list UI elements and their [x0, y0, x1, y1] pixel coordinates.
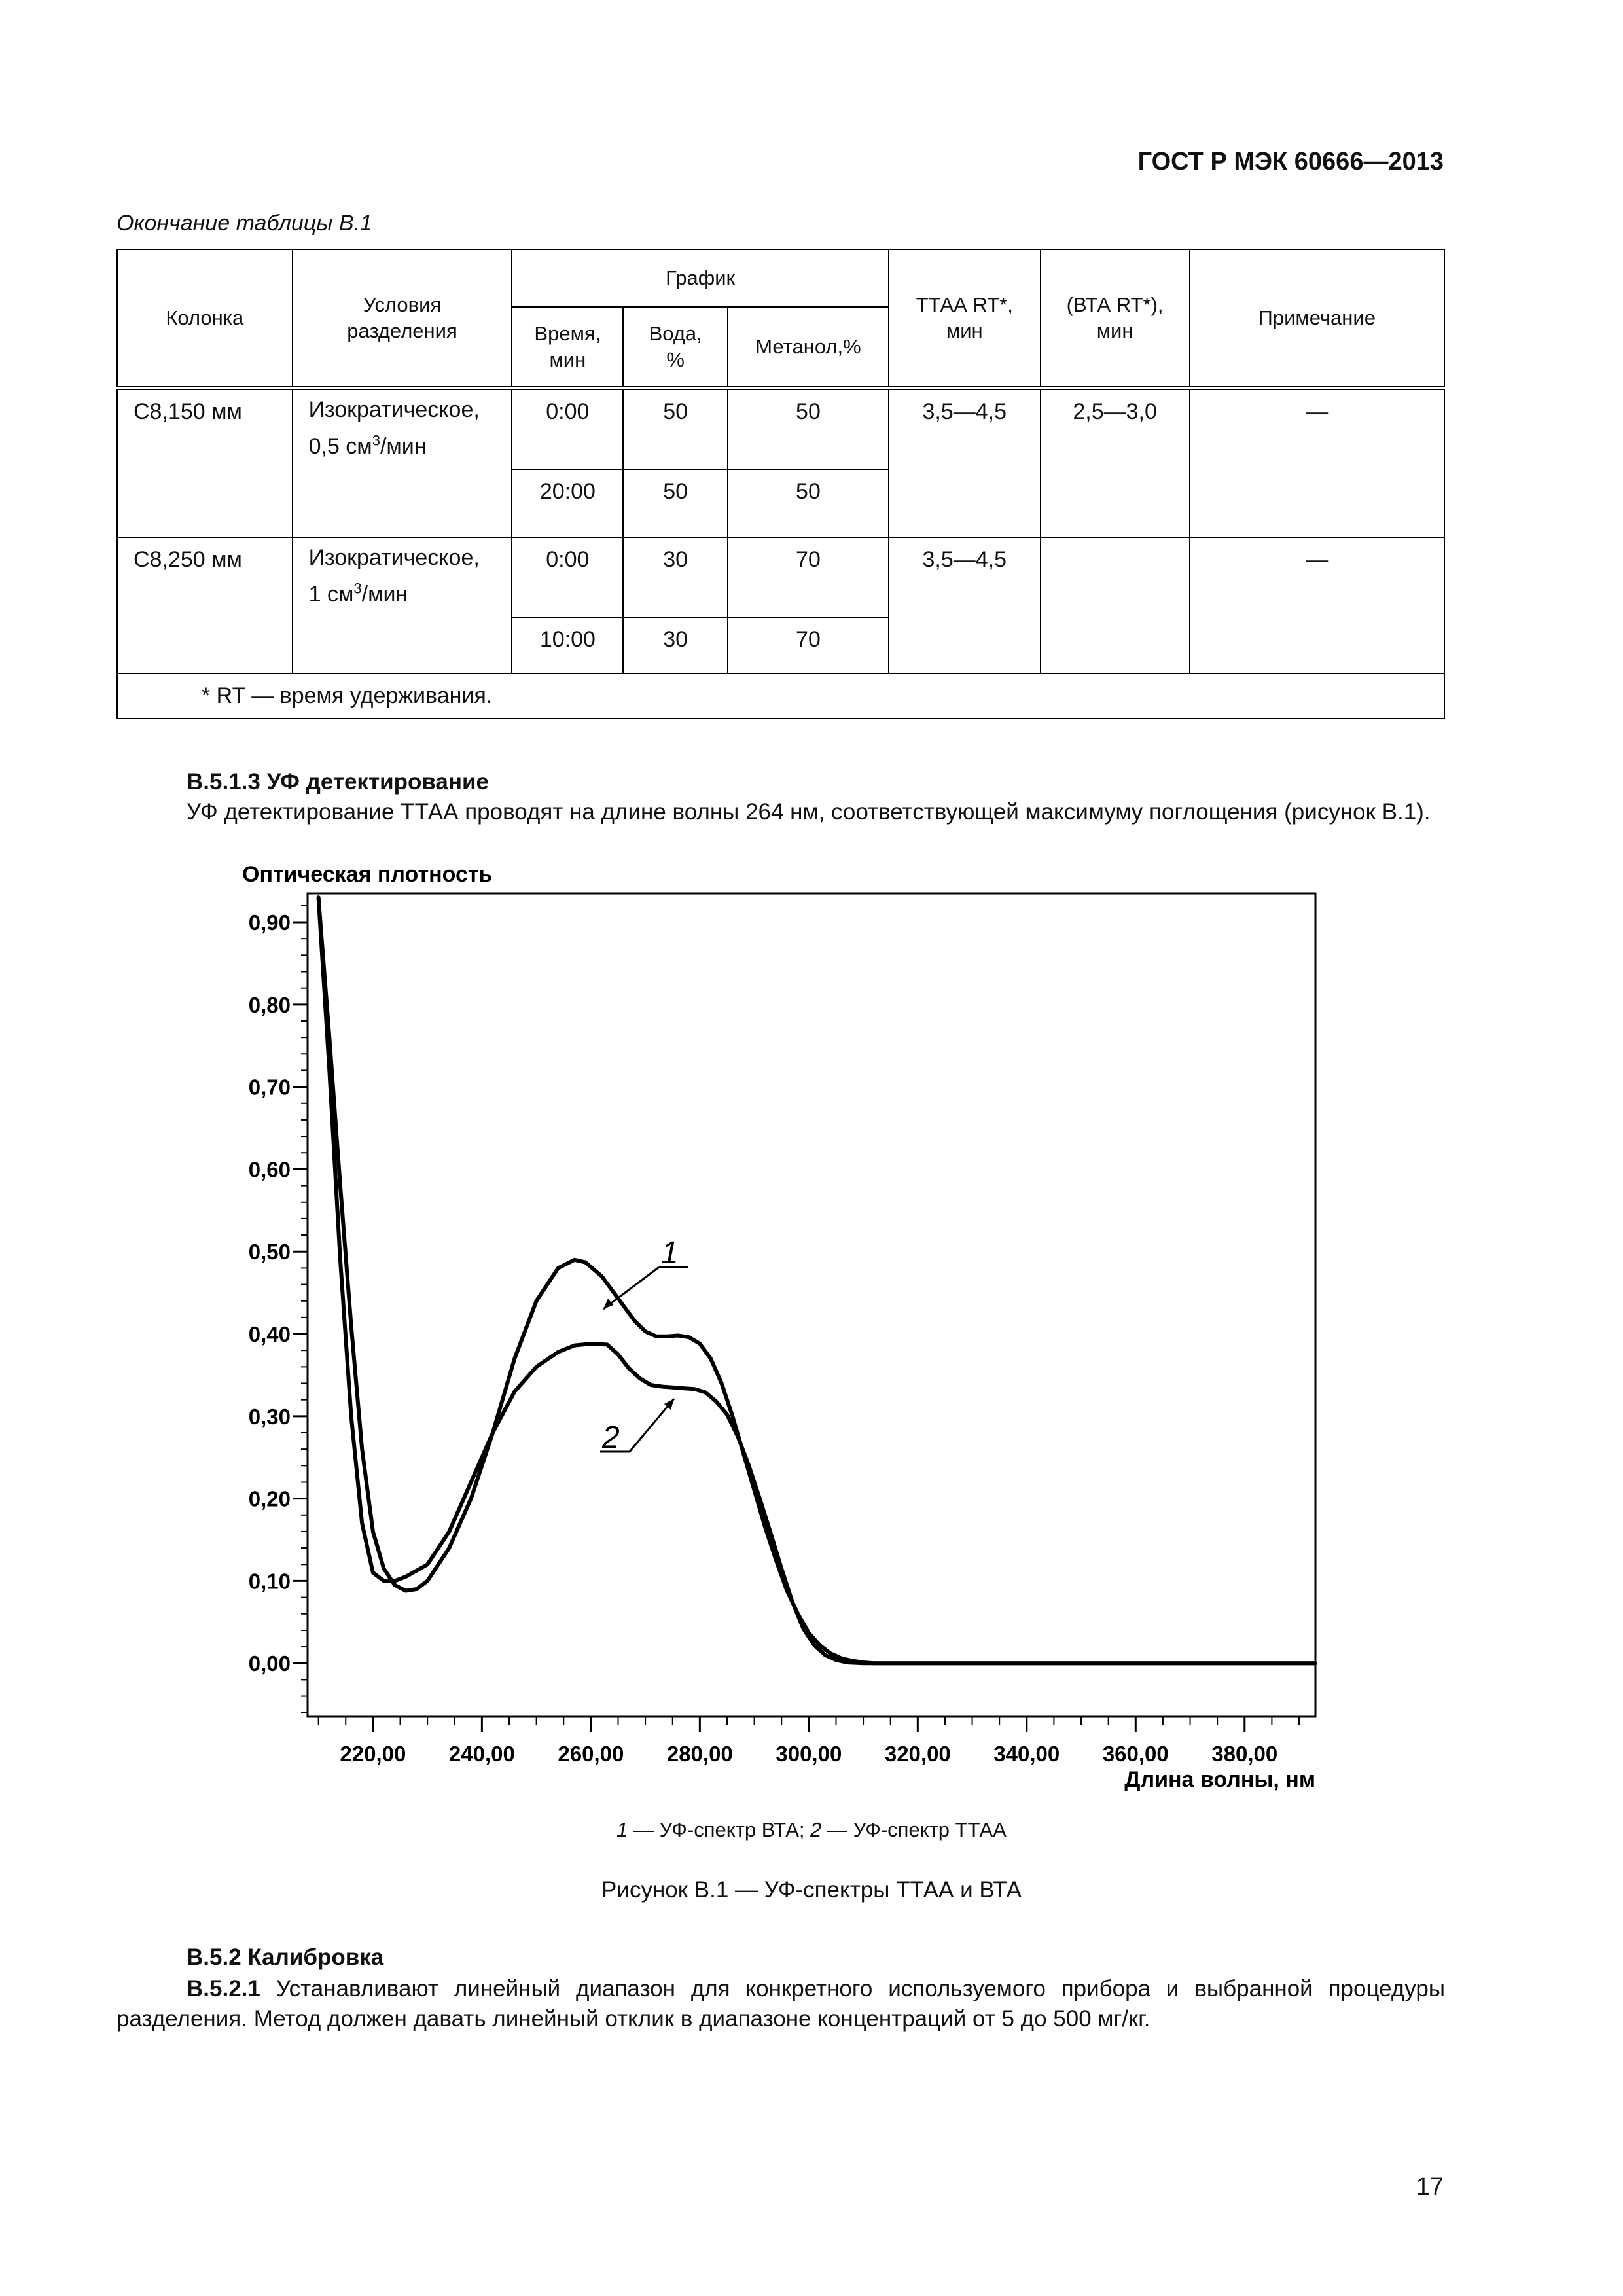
series-1-annotation: 1 [661, 1236, 679, 1270]
series-line-1 [319, 897, 1315, 1663]
cell-bta-rt [1041, 537, 1190, 673]
cell-conditions: Изократическое, 0,5 $см^3$/мин [293, 388, 512, 537]
y-tick-label: 0,40 [248, 1322, 291, 1347]
x-tick-label: 260,00 [558, 1742, 624, 1766]
header-time: Время, мин [512, 307, 623, 388]
header-ttaa-rt: ТТАА RT*, мин [889, 249, 1041, 388]
y-tick-label: 0,30 [248, 1404, 291, 1429]
plot-frame [308, 893, 1315, 1717]
cell-water: 30 [623, 617, 728, 673]
header-graph: График [512, 249, 888, 307]
header-methanol: Метанол,% [728, 307, 889, 388]
x-tick-label: 340,00 [993, 1742, 1060, 1766]
page-number: 17 [1416, 2173, 1444, 2200]
y-tick-label: 0,20 [248, 1486, 291, 1511]
y-tick-label: 0,90 [248, 910, 291, 935]
cell-column: С8,250 мм [117, 537, 293, 673]
legend-label-1: 1 [616, 1818, 628, 1841]
legend-text-2: — УФ-спектр ТТАА [821, 1818, 1007, 1841]
series-1-arrowhead [603, 1299, 613, 1309]
y-axis-ticks [249, 910, 308, 1676]
x-tick-label: 220,00 [340, 1742, 406, 1766]
y-tick-label: 0,70 [248, 1075, 291, 1100]
standard-header: ГОСТ Р МЭК 60666—2013 [1137, 148, 1444, 175]
cell-conditions: Изократическое, 1 $см^3$/мин [293, 537, 512, 673]
cell-time: 10:00 [512, 617, 623, 673]
cell-methanol: 70 [728, 537, 889, 617]
cell-ttaa-rt: 3,5—4,5 [889, 537, 1041, 673]
table-footnote-row [117, 673, 1444, 719]
y-tick-label: 0,50 [248, 1240, 291, 1265]
x-tick-label: 300,00 [776, 1742, 842, 1766]
header-conditions: Условия разделения [293, 249, 512, 388]
series-lines [319, 897, 1315, 1663]
header-water: Вода, % [623, 307, 728, 388]
cell-time: 0:00 [512, 537, 623, 617]
series-2-annotation: 2 [602, 1420, 620, 1455]
paragraph-uv-detection-text: УФ детектирование ТТАА проводят на длине волны 264 нм, соответствующей максимуму поглощения (рисунок В.1). [187, 799, 1431, 825]
cell-time: 20:00 [512, 469, 623, 537]
table-row [117, 537, 1444, 617]
chart-x-axis-label: Длина волны, нм [1124, 1767, 1315, 1792]
series-line-2 [319, 897, 1315, 1663]
y-tick-label: 0,10 [248, 1569, 291, 1594]
paragraph-calibration-text: Устанавливают линейный диапазон для конкретного используемого прибора и выбранной процедуры разделения. Метод должен давать линейный отклик в диапазоне концентраций от 5 до 500 мг/кг. [116, 1976, 1445, 2032]
table-caption: Окончание таблицы В.1 [116, 211, 372, 236]
header-note: Примечание [1190, 249, 1444, 388]
cell-note: — [1190, 388, 1444, 537]
section-heading-b513: В.5.1.3 УФ детектирование [187, 769, 490, 795]
x-tick-label: 320,00 [884, 1742, 951, 1766]
paragraph-uv-detection [116, 797, 1445, 827]
y-tick-label: 0,00 [248, 1651, 291, 1676]
cell-bta-rt: 2,5—3,0 [1041, 388, 1190, 537]
chart-y-axis-label: Оптическая плотность [242, 862, 493, 887]
x-tick-label: 240,00 [448, 1742, 515, 1766]
cell-column: С8,150 мм [117, 388, 293, 537]
uv-spectra-chart [223, 844, 1335, 1806]
cell-water: 50 [623, 469, 728, 537]
cell-water: 50 [623, 388, 728, 469]
header-bta-rt: (ВТА RT*), мин [1041, 249, 1190, 388]
cell-methanol: 70 [728, 617, 889, 673]
table-footnote: * RT — время удерживания. [117, 673, 1444, 719]
legend-text-1: — УФ-спектр ВТА; [628, 1818, 811, 1841]
data-table [116, 249, 1445, 719]
series-2-label [600, 1399, 674, 1455]
cell-methanol: 50 [728, 388, 889, 469]
cell-time: 0:00 [512, 388, 623, 469]
paragraph-label-b5221: В.5.2.1 [187, 1976, 260, 2001]
x-axis-ticks [340, 1717, 1277, 1766]
y-tick-label: 0,60 [248, 1157, 291, 1182]
cell-water: 30 [623, 537, 728, 617]
section-heading-b52: В.5.2 Калибровка [187, 1945, 384, 1970]
x-tick-label: 360,00 [1102, 1742, 1169, 1766]
header-column: Колонка [117, 249, 293, 388]
table-row [117, 388, 1444, 469]
x-tick-label: 280,00 [666, 1742, 733, 1766]
cell-methanol: 50 [728, 469, 889, 537]
paragraph-calibration [116, 1974, 1445, 2034]
cell-note: — [1190, 537, 1444, 673]
legend-label-2: 2 [810, 1818, 822, 1841]
y-tick-label: 0,80 [248, 992, 291, 1017]
figure-legend [0, 1818, 1623, 1842]
cell-ttaa-rt: 3,5—4,5 [889, 388, 1041, 537]
figure-caption: Рисунок В.1 — УФ-спектры ТТАА и ВТА [601, 1877, 1022, 1903]
x-tick-label: 380,00 [1211, 1742, 1278, 1766]
